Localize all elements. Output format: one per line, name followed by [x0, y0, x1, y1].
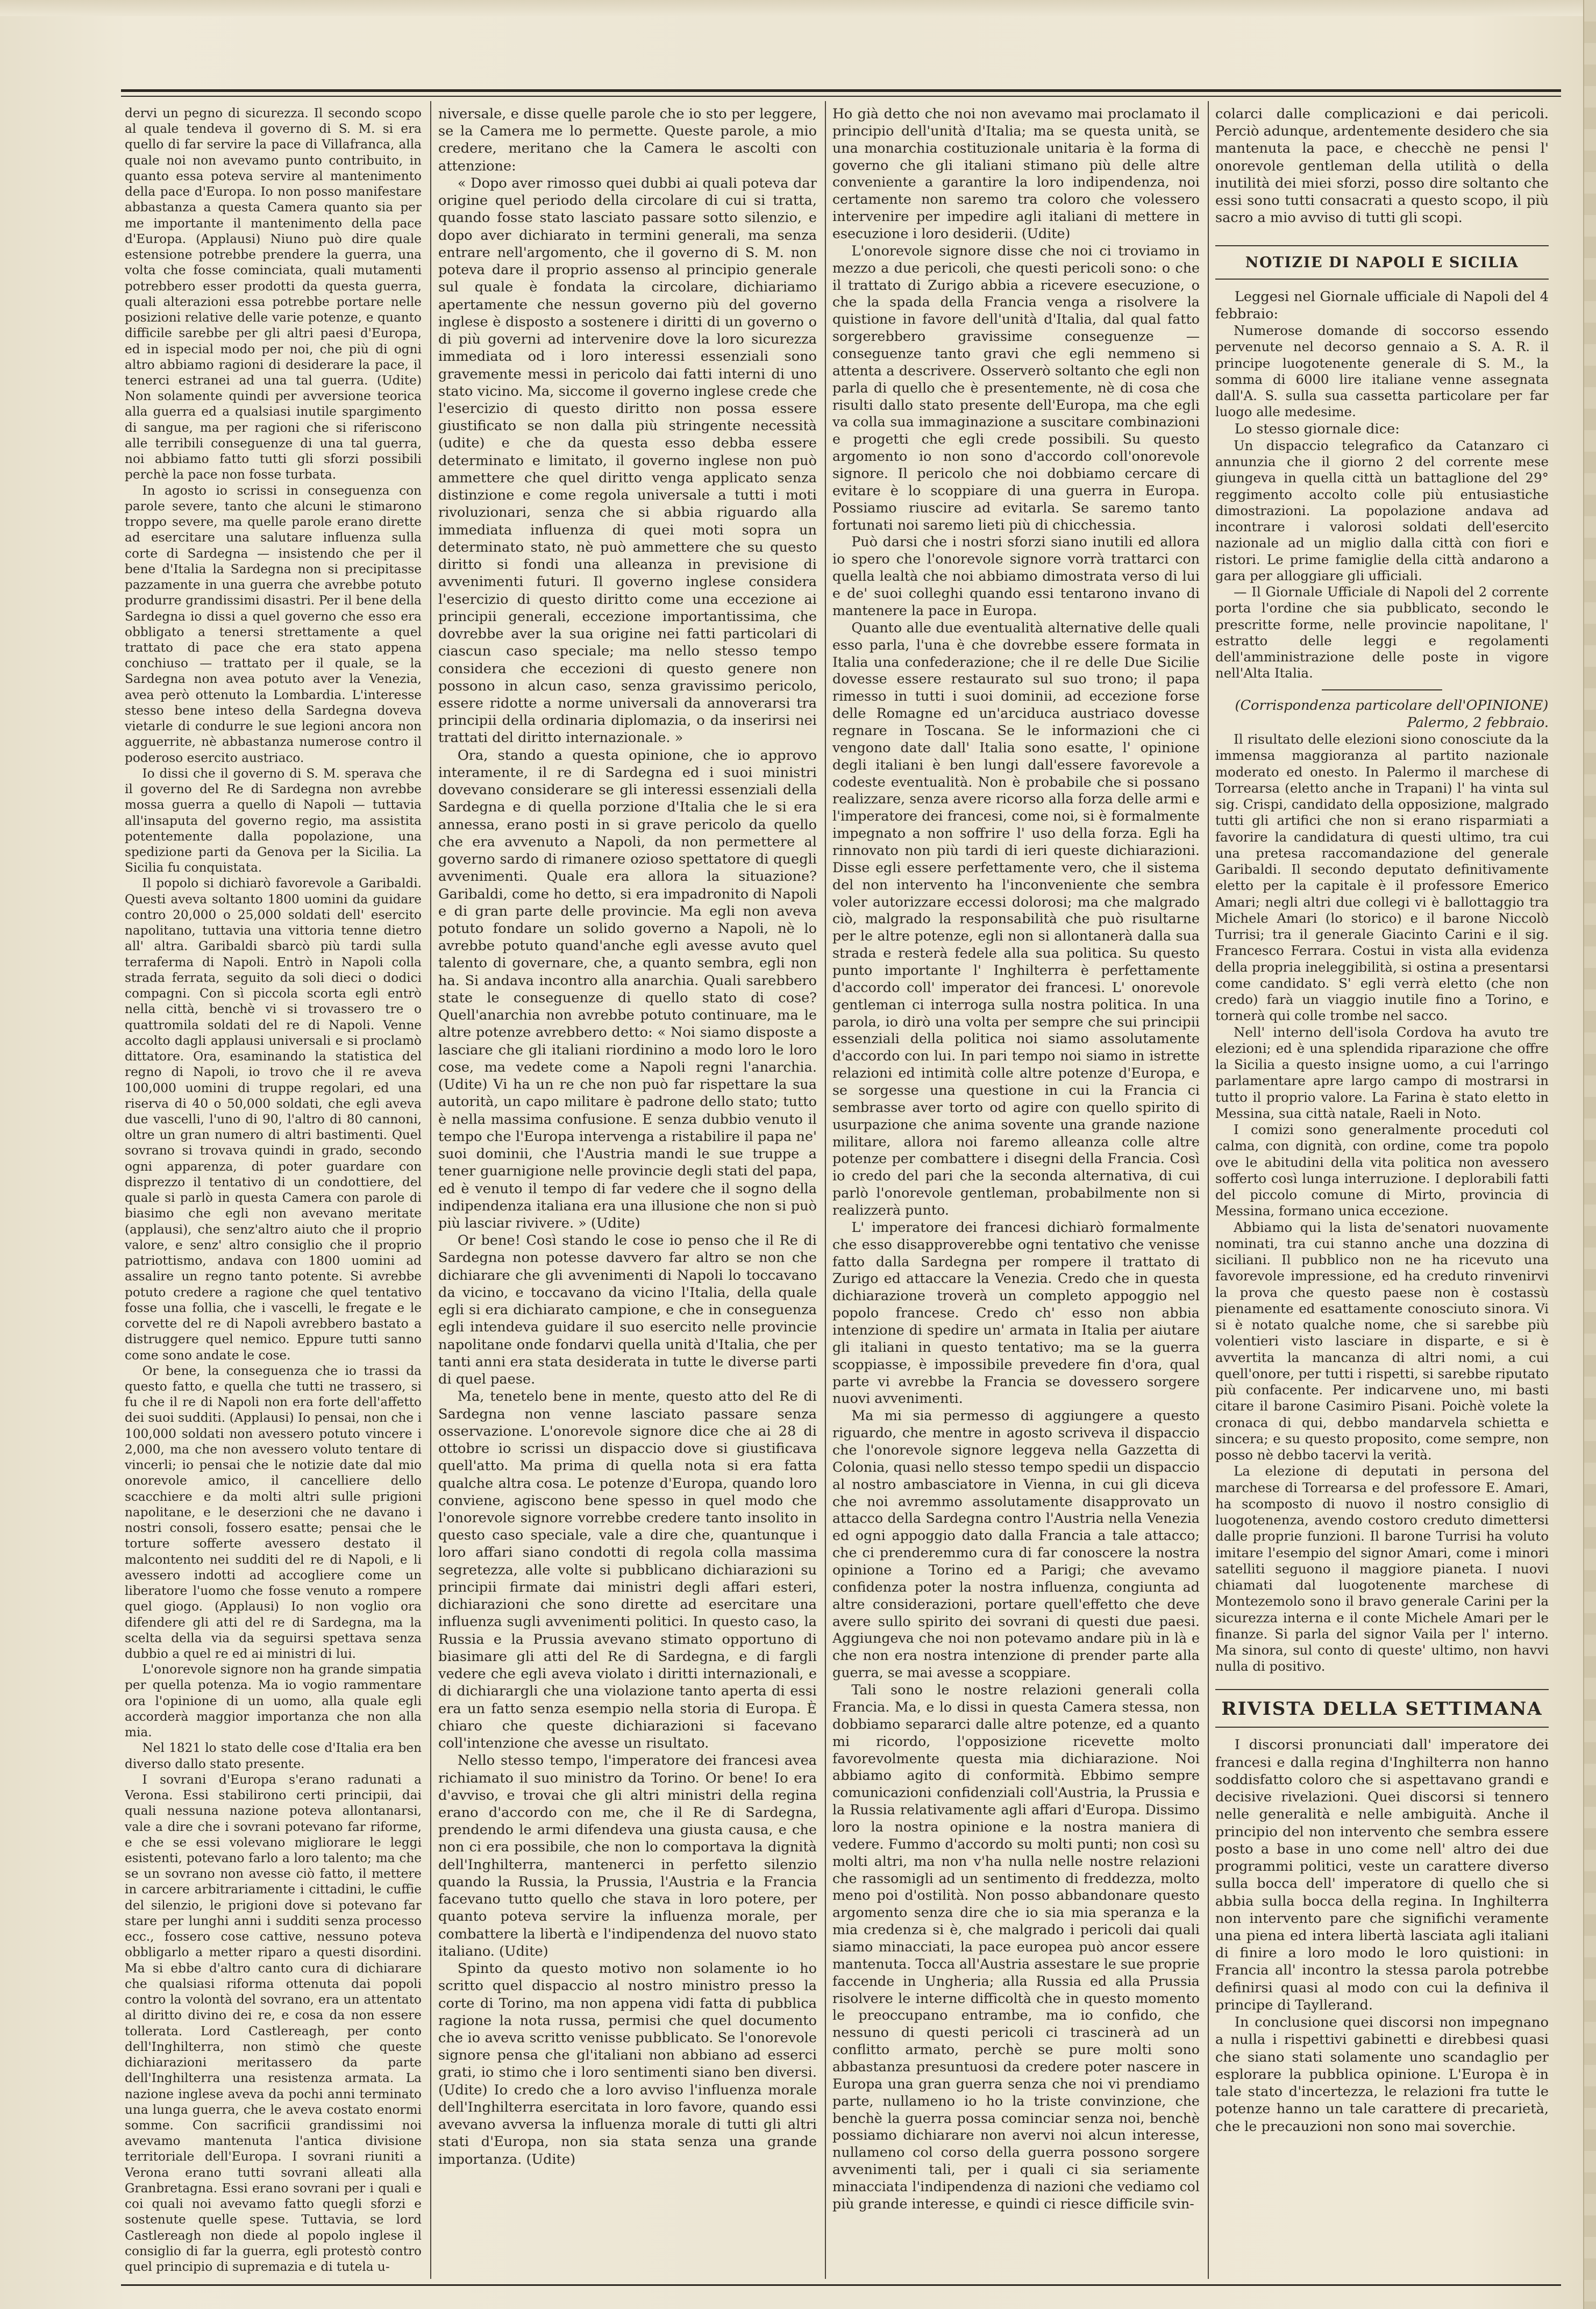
column-divider — [430, 101, 431, 2279]
column-divider — [825, 101, 826, 2279]
paragraph: Tali sono le nostre relazioni generali colla Francia. Ma, e lo dissi in questa Camera stessa, non dobbiamo separarci dalle altre potenze, ed a quanto mi ricordo, l'opposizione ricevette molto favorevolmente questa mia dichiarazione. Noi abbiamo agito di conformità. Ebbimo sempre comunicazioni confidenziali coll'Austria, la Prussia e la Russia relativamente agli affari d'Europa. Dissimo loro la nostra opinione e la nostra maniera di vedere. Fummo d'accordo su molti punti; non così su molti altri, ma non v'ha nulla nelle nostre relazioni che rassomigli ad un sentimento di freddezza, molto meno poi d'ostilità. Non posso abbandonare questo argomento senza dire che io sia mia speranza e la mia credenza si è, che malgrado i pericoli dai quali siamo minacciati, la pace europea può ancor essere mantenuta. Tocca all'Austria assestare le sue proprie faccende in Ungheria; alla Russia ed alla Prussia risolvere le interne difficoltà che in questo momento le preoccupano entrambe, ma io confido, che nessuno di questi pericoli ci trascinerà ad un conflitto armato, perchè se pure molti sono abbastanza presuntuosi da credere poter nascere in Europa una gran guerra senza che noi vi prendiamo parte, nullameno io ho la triste convinzione, che benchè la guerra possa cominciar senza noi, benchè possiamo dichiarare non avervi noi alcun interesse, nullameno col corso della guerra possono sorgere avvenimenti tali, per i quali ci sia seriamente minacciata l'indipendenza di nazioni che vediamo col più grande interesse, e quindi ci riesce difficile svin- — [832, 1682, 1200, 2212]
bottom-rule — [121, 2284, 1561, 2286]
paragraph: Numerose domande di soccorso essendo pervenute nel decorso gennaio a S. A. R. il principe luogotenente generale di S. M., la somma di 6000 lire italiane venne assegnata dall'A. S. sulla sua cassetta particolare per far luogo alle medesime. — [1215, 323, 1549, 420]
paragraph: — Il Giornale Ufficiale di Napoli del 2 corrente porta l'ordine che sia pubblicato, secondo le prescritte forme, nelle provincie napolitane, l' estratto delle leggi e regolamenti dell'amministrazione delle poste in vigore nell'Alta Italia. — [1215, 584, 1549, 681]
paragraph: L'onorevole signore non ha grande simpatia per quella potenza. Ma io vogio rammentare ora l'opinione di un uomo, alla quale egli accorderà maggior importanza che non alla mia. — [125, 1662, 422, 1740]
paragraph: Un dispaccio telegrafico da Catanzaro ci annunzia che il giorno 2 del corrente mese giungeva in quella città un battaglione del 29° reggimento accolto colle più entusiastiche dimostrazioni. La popolazione andava ad incontrare i valorosi soldati dell'esercito nazionale ad un miglio dalla città con fiori e ristori. Le prime famiglie della città andarono a gara per alloggiare gli ufficiali. — [1215, 437, 1549, 583]
column-3 — [832, 105, 1200, 2278]
paragraph: I comizi sono generalmente proceduti col calma, con dignità, con ordine, come tra popolo ove le abitudini della vita politica non avessero sofferto così lunga interruzione. I deplorabili fatti del piccolo comune di Mirto, provincia di Messina, formano unica eccezione. — [1215, 1122, 1549, 1219]
paragraph: dervi un pegno di sicurezza. Il secondo scopo al quale tendeva il governo di S. M. si era quello di far servire la pace di Villafranca, alla quale noi non avevamo punto contribuito, in quanto essa poteva servire al mantenimento della pace d'Europa. Io non posso manifestare abbastanza a questa Camera quanto sia per me importante il mantenimento della pace d'Europa. (Applausi) Niuno può dire quale estensione potrebbe prendere la guerra, una volta che fosse cominciata, quali mutamenti potrebbero esser prodotti da questa guerra, quali alterazioni essa potrebbe portare nelle posizioni relative delle varie potenze, e quanto difficile sarebbe per gli altri paesi d'Europa, ed in ispecial modo per noi, che più di ogni altro abbiamo ragioni di desiderare la pace, il tenerci estranei ad una tal guerra. (Udite) Non solamente quindi per avversione teorica alla guerra ed a qualsiasi inutile spargimento di sangue, ma per ragioni che si riferiscono alle terribili conseguenze di una tal guerra, noi abbiamo fatto tutti gli sforzi possibili perchè la pace non fosse turbata. — [125, 106, 422, 482]
dateline: Palermo, 2 febbraio. — [1407, 714, 1549, 731]
paragraph: Nell' interno dell'isola Cordova ha avuto tre elezioni; ed è una splendida riparazione che offre la Sicilia a questo insigne uomo, a cui l'arringo parlamentare apre largo campo di mostrarsi in tutto il proprio valore. La Farina è stato eletto in Messina, sua città natale, Raeli in Noto. — [1215, 1024, 1549, 1121]
column-2 — [438, 105, 817, 2278]
paragraph: In conclusione quei discorsi non impegnano a nulla i rispettivi gabinetti e direbbesi quasi che siano stati solamente uno scandaglio per esplorare la pubblica opinione. L'Europa è in tale stato d'incertezza, le relazioni fra tutte le potenze hanno un tale carattere di precarietà, che le precauzioni non sono mai soverchie. — [1215, 2014, 1549, 2135]
paragraph: L'onorevole signore disse che noi ci troviamo in mezzo a due pericoli, che questi pericoli sono: o che il trattato di Zurigo abbia a ricevere esecuzione, o che la spada della Francia venga a risolvere la quistione in favore dell'unità d'Italia, dal qual fatto sorgerebbero gravissime conseguenze — conseguenze tanto gravi che egli nemmeno si attenta a descrivere. Osserverò soltanto che egli non parla di quello che è presentemente, nè di cosa che risulti dallo stato presente dell'Europa, ma che egli va colla sua immaginazione a suscitare combinazioni e progetti che egli crede possibili. Su questo argomento io non sono d'accordo coll'onorevole signore. Il pericolo che noi dobbiamo cercare di evitare è lo scoppiare di una guerra in Europa. Possiamo riuscire ad evitarla. Se saremo tanto fortunati noi saremo lieti più di chicchessia. — [832, 243, 1200, 533]
top-rule-thin — [121, 96, 1561, 97]
paragraph: Il popolo si dichiarò favorevole a Garibaldi. Questi aveva soltanto 1800 uomini da guidare contro 20,000 o 25,000 soldati dell' esercito napolitano, tuttavia una vittoria tenne dietro all' altra. Garibaldi sbarcò più tardi sulla terraferma di Napoli. Entrò in Napoli colla strada ferrata, seguito da soli dieci o dodici compagni. Con sì piccola scorta egli entrò nella città, benchè vi si trovassero tre o quattromila soldati del re di Napoli. Venne accolto dagli applausi universali e si proclamò dittatore. Ora, esaminando la statistica del regno di Napoli, io trovo che il re aveva 100,000 uomini di truppe regolari, ed una riserva di 40 o 50,000 soldati, che egli aveva due vascelli, l'uno di 90, l'altro di 80 cannoni, oltre un gran numero di altri bastimenti. Quel sovrano si trovava quindi in grado, secondo ogni apparenza, di poter guardare con disprezzo il tentativo di un condottiere, del quale si parlò in questa Camera con parole di biasimo che egli non avevano meritate (applausi), che senz'altro aiuto che il proprio valore, e senz' altro consiglio che il proprio patriottismo, andava con 1800 uomini ad assalire un regno tanto potente. Si avrebbe potuto credere a ragione che quel tentativo fosse una follia, che i vascelli, le fregate e le corvette del re di Napoli avrebbero bastato a distruggere quel nemico. Eppure tutti sanno come sono andate le cose. — [125, 876, 422, 1363]
paragraph: Leggesi nel Giornale ufficiale di Napoli del 4 febbraio: — [1215, 288, 1549, 322]
paragraph: Or bene, la conseguenza che io trassi da questo fatto, e quella che tutti ne trassero, si fu che il re di Napoli non era forte dell'affetto dei suoi sudditi. (Applausi) Io pensai, non che i 100,000 soldati non avessero potuto vincere i 2,000, ma che non avessero voluto tentare di vincerli; io pensai che le notizie date dal mio onorevole amico, il cancelliere dello scacchiere e da molti altri sulle prigioni napolitane, e le deserzioni che ne davano i nostri consoli, fossero esatte; pensai che le torture sofferte avessero destato il malcontento nei sudditi del re di Napoli, e li avessero indotti ad accogliere come un liberatore l'uomo che fosse venuto a rompere quel giogo. (Applausi) Io non voglio ora difendere gli atti del re di Sardegna, ma la scelta della via da seguirsi spettava senza dubbio a quel re ed ai ministri di lui. — [125, 1363, 422, 1661]
paragraph: Abbiamo qui la lista de'senatori nuovamente nominati, tra cui stanno anche una dozzina di siciliani. Il pubblico non ne ha ricevuto una favorevole impressione, ed ha creduto rinvenirvi la prova che questo paese non è costassù pienamente ed esattamente conosciuto sinora. Vi si è notato qualche nome, che si sarebbe più volentieri visto lasciare in disparte, e si è avvertita la mancanza di altri nomi, a cui quell'onore, per tutti i rispetti, si sarebbe riputato più confacente. Per indicarvene uno, mi basti citare il barone Casimiro Pisani. Poichè volete la cronaca di qui, debbo mandarvela schietta e sincera; e su questo proposito, come sempre, non posso nè debbo tacervi la verità. — [1215, 1219, 1549, 1463]
paragraph: L' imperatore dei francesi dichiarò formalmente che esso disapproverebbe ogni tentativo che venisse fatto dalla Sardegna per rompere il trattato di Zurigo ed attaccare la Venezia. Credo che in questa dichiarazione troverà un completo appoggio nel popolo francese. Credo ch' esso non abbia intenzione di spedire un' armata in Italia per aiutare gli italiani in questo tentativo; ma se la guerra scoppiasse, è impossibile prevedere fin d'ora, qual parte vi avrebbe la Francia se dovessero sorgere nuovi avvenimenti. — [832, 1219, 1200, 1407]
paragraph: Ora, stando a questa opinione, che io approvo interamente, il re di Sardegna ed i suoi ministri dovevano considerare se gli interessi essenziali della Sardegna e di quella porzione d'Italia che le si era annessa, erano posti in si grave pericolo da quello che era avvenuto a Napoli, da non permettere al governo sardo di rimanere ozioso spettatore di quegli avvenimenti. Quale era allora la situazione? Garibaldi, come ho detto, si era impadronito di Napoli e di gran parte delle provincie. Ma egli non aveva potuto fondare un solido governo a Napoli, nè lo avrebbe potuto quand'anche egli avesse avuto quel talento di governare, che, a quanto sembra, egli non ha. Si andava incontro alla anarchia. Quali sarebbero state le conseguenze di quello stato di cose? Quell'anarchia non avrebbe potuto continuare, ma le altre potenze avrebbero detto: « Noi siamo disposte a lasciare che gli italiani riordinino a modo loro le loro cose, ma vedete come a Napoli regni l'anarchia. (Udite) Vi ha un re che non può far rispettare la sua autorità, un capo militare è padrone dello stato; tutto è nella massima confusione. E senza dubbio venuto il tempo che l'Europa intervenga a ristabilire il papa ne' suoi dominii, che l'Austria mandi le sue truppe a tener guarnigione nelle provincie degli stati del papa, ed è venuto il tempo di far vedere che il sogno della indipendenza italiana era una illusione che non si può più lasciar rivivere. » (Udite) — [438, 747, 817, 1231]
paragraph: Io dissi che il governo di S. M. sperava che il governo del Re di Sardegna non avrebbe mossa guerra a quello di Napoli — tuttavia all'insaputa del governo regio, ma assistita potentemente dalla popolazione, una spedizione parti da Genova per la Sicilia. La Sicilia fu conquistata. — [125, 766, 422, 875]
article-continuation: colarci dalle complicazioni e dai pericoli. Perciò adunque, ardentemente desidero che sia mantenuta la pace, e checchè ne pensi l' onorevole gentleman della utilità o della inutilità dei miei sforzi, posso dire soltanto che essi sono tutti consacrati a questo scopo, il più sacro a mio avviso di tutti gli scopi. — [1215, 106, 1549, 226]
section-heading-box — [1215, 245, 1549, 280]
paragraph: I discorsi pronunciati dall' imperatore dei francesi e dalla regina d'Inghilterra non hanno soddisfatto coloro che si aspettavano grandi e decisive rivelazioni. Quei discorsi si tennero nelle generalità e nelle ambiguità. Anche il principio del non intervento che sembra essere posto a base in uno come nell' altro dei due programmi politici, veste un carattere diverso sulla bocca dell' imperatore di quello che si abbia sulla bocca della regina. In Inghilterra non intervento pare che significhi veramente una piena ed intera libertà lasciata agli italiani di finire a loro modo le loro quistioni: in Francia all' incontro la stessa parola potrebbe definirsi quasi al modo con cui la definiva il principe di Tayllerand. — [1215, 1737, 1549, 2013]
paper-top-edge — [0, 0, 1596, 16]
paragraph: La elezione di deputati in persona del marchese di Torrearsa e del professore E. Amari, ha scomposto di nuovo il nostro consiglio di luogotenenza, avendo costoro creduto dimettersi dalle proprie funzioni. Il barone Turrisi ha voluto imitare l'esempio del signor Amari, come i minori satelliti seguono il maggiore pianeta. I nuovi chiamati dal luogotenente marchese di Montezemolo sono il bravo generale Carini per la sicurezza interna e il conte Michele Amari per le finanze. Si parla del signor Vaila per l' interno. Ma sinora, sul conto di queste' ultimo, non havvi nulla di positivo. — [1215, 1463, 1549, 1674]
paragraph: Ho già detto che noi non avevamo mai proclamato il principio dell'unità d'Italia; ma se questa unità, se una monarchia costituzionale unitaria è la forma di governo che gli italiani stimano più delle altre conveniente a garantire la loro indipendenza, noi certamente non saremo tra coloro che volessero intervenire per impedire agli italiani di mettere in esecuzione i loro desiderii. (Udite) — [832, 106, 1200, 242]
paragraph: niversale, e disse quelle parole che io sto per leggere, se la Camera me lo permette. Queste parole, a mio credere, meritano che la Camera le ascolti con attenzione: — [438, 106, 817, 174]
paragraph: Spinto da questo motivo non solamente io ho scritto quel dispaccio al nostro ministro presso la corte di Torino, ma non appena vidi fatta di pubblica ragione la nota russa, permisi che quel documento che io aveva scritto venisse pubblicato. Se l'onorevole signore pensa che gl'italiani non abbiano ad esserci grati, io stimo che i loro sentimenti siano ben diversi. (Udite) Io credo che a loro avviso l'influenza morale dell'Inghilterra esercitata in loro favore, quando essi avevano avversa la influenza morale di tutti gli altri stati d'Europa, non sia stata senza una grande importanza. (Udite) — [438, 1961, 817, 2168]
paragraph: I sovrani d'Europa s'erano radunati a Verona. Essi stabilirono certi principii, dai quali nessuna nazione poteva allontanarsi, vale a dire che i sovrani potevano far riforme, e che se essi volevano migliorare le leggi esistenti, potevano farlo a loro talento; ma che se un sovrano non avesse ciò fatto, il mettere in carcere arbitrariamente i cittadini, le cuffie del silenzio, le prigioni dove si potevano far stare per lunghi anni i sudditi senza processo ecc., fossero cose cattive, nessuno poteva obbligarlo a metter riparo a questi disordini. Ma si ebbe d'altro canto cura di dichiarare che qualsiasi riforma ottenuta dai popoli contro la volontà del sovrano, era un attentato al diritto divino dei re, e cosa da non essere tollerata. Lord Castlereagh, per conto dell'Inghilterra, non stimò che queste dichiarazioni meritassero da parte dell'Inghilterra una resistenza armata. La nazione inglese aveva da pochi anni terminato una lunga guerra, che le aveva costato enormi somme. Con sacrificii grandissimi noi avevamo mantenuta l'antica divisione territoriale dell'Europa. I sovrani riuniti a Verona erano tutti sovrani alleati alla Granbretagna. Essi erano sovrani per i quali e coi quali noi avevamo fatto quegli sforzi e sostenute quelle spese. Tuttavia, se lord Castlereagh non diede al popolo inglese il consiglio di far la guerra, egli protestò contro quel principio di supremazia e di tutela u- — [125, 1772, 422, 2275]
paper-right-edge — [1583, 0, 1596, 2309]
paragraph: Ma mi sia permesso di aggiungere a questo riguardo, che mentre in agosto scriveva il dispaccio che l'onorevole signore leggeva nella Gazzetta di Colonia, quasi nello stesso tempo spedii un dispaccio al nostro ambasciatore in Vienna, in cui gli diceva che noi avremmo assolutamente disapprovato un attacco della Sardegna contro l'Austria nella Venezia ed ogni appoggio dato dalla Francia a tale attacco; che ci prenderemmo cura di far conoscere la nostra opinione a Torino ed a Parigi; che avevamo confidenza poter la nostra influenza, congiunta ad altre considerazioni, portare quell'effetto che deve avere sullo spirito dei sovrani di questi due paesi. Aggiungeva che noi non potevamo andare più in là e che non era nostra intenzione di prender parte alla guerra, se mai avesse a scoppiare. — [832, 1408, 1200, 1681]
paragraph: Lo stesso giornale dice: — [1234, 421, 1400, 437]
top-rule — [121, 89, 1561, 92]
column-4 — [1215, 105, 1549, 2278]
paragraph: In agosto io scrissi in conseguenza con parole severe, tanto che alcuni le stimarono troppo severe, ma quelle parole erano dirette ad esercitare una salutare influenza sulla corte di Sardegna — insistendo che per il bene d'Italia la Sardegna non si precipitasse pazzamente in una guerra che avrebbe potuto produrre grandissimi disastri. Per il bene della Sardegna io dissi a quel governo che esso era obbligato a tenersi strettamente a quel trattato di pace che era stato appena conchiuso — trattato per il quale, se la Sardegna non avea potuto aver la Venezia, avea però ottenuto la Lombardia. L'interesse stesso bene inteso della Sardegna doveva vietarle di condurre le sue legioni ancora non agguerrite, nè abbastanza numerose contro il poderoso esercito austriaco. — [125, 483, 422, 765]
paragraph: Ma, tenetelo bene in mente, questo atto del Re di Sardegna non venne lasciato passare senza osservazione. L'onorevole signore dice che ai 28 di ottobre io scrissi un dispaccio dove si giustificava quell'atto. Ma prima di quella nota si era fatta qualche altra cosa. Le potenze d'Europa, quando loro conviene, agiscono bene spesso in quel modo che l'onorevole signore vorrebbe credere tanto insolito in questo caso speciale, vale a dire che, quantunque i loro affari siano condotti di regola colla massima segretezza, alle volte si pubblicano dichiarazioni su principii firmate dai ministri degli affari esteri, dichiarazioni che sono dirette ad esercitare una influenza sugli avvenimenti politici. In questo caso, la Russia e la Prussia avevano stimato opportuno di biasimare gli atti del Re di Sardegna, e di fargli vedere che egli aveva violato i diritti internazionali, e di dichiarargli che una violazione tanto aperta di essi era un fatto senza esempio nella storia di Europa. È chiaro che queste dichiarazioni si facevano coll'intenzione che avesse un risultato. — [438, 1388, 817, 1752]
paragraph: « Dopo aver rimosso quei dubbi ai quali poteva dar origine quel periodo della circolare di cui si tratta, quando fosse stato lasciato passare sotto silenzio, e dopo aver dichiarato in termini generali, ma senza entrare nell'argomento, che il governo di S. M. non poteva dare il proprio assenso al principio generale sul quale è fondata la circolare, dichiariamo apertamente che nessun governo più del governo inglese è disposto a sostenere i diritti di un governo o di più governi ad intervenire dove la loro sicurezza immediata od i loro interessi essenziali sono gravemente messi in pericolo dai fatti interni di uno stato vicino. Ma, siccome il governo inglese crede che l'esercizio di questo diritto non possa essere giustificato se non dalla più stringente necessità (udite) e che da questa esso debba essere determinato e limitato, il governo inglese non può ammettere che quel diritto venga applicato senza distinzione e come regola universale a tutti i moti rivoluzionari, senza che si abbia riguardo alla immediata influenza di quei moti sopra un determinato stato, nè può ammettere che su questo diritto si fondi una alleanza in previsione di avvenimenti futuri. Il governo inglese considera l'esercizio di questo diritto come una eccezione ai principii generali, eccezione importantissima, che dovrebbe aver la sua origine nei fatti particolari di ciascun caso speciale; ma nello stesso tempo considera che eccezioni di questo genere non possono in alcun caso, senza gravissimo pericolo, essere ridotte a norme universali da annoverarsi tra principii della ordinaria diplomazia, o da inserirsi nei trattati del diritto internazionale. » — [438, 175, 817, 746]
paragraph: Il risultato delle elezioni siono conosciute da la immensa maggioranza al partito nazionale moderato ed onesto. In Palermo il marchese di Torrearsa (eletto anche in Trapani) l' ha vinta sul sig. Crispi, candidato della opposizione, malgrado tutti gli artifici che non si erano risparmiati a favorire la candidatura di questi ultimo, tra cui una pretesa raccomandazione del generale Garibaldi. Il secondo deputato definitivamente eletto per la capitale è il professore Emerico Amari; negli altri due collegi vi è ballottaggio tra Michele Amari (lo storico) e il barone Niccolò Turrisi; tra il generale Giacinto Carini e il sig. Francesco Ferrara. Costui in vista alla evidenza della propria ineleggibilità, si ostina a presentarsi come candidato. S' egli verrà eletto (che non credo) farà un viaggio inutile fino a Torino, e tornerà qui colle trombe nel sacco. — [1215, 731, 1549, 1024]
paragraph: Quanto alle due eventualità alternative delle quali esso parla, l'una è che dovrebbe essere formata in Italia una confederazione; che il re delle Due Sicilie dovesse essere restaurato sul suo trono; il papa rimesso in tutti i suoi dominii, ad eccezione forse delle Romagne ed un'arciduca austriaco dovesse regnare in Toscana. Se le informazioni che ci vengono date dall' Italia sono esatte, l' opinione degli italiani è ben lungi dall'essere favorevole a codeste eventualità. Non è probabile che si possano realizzare, senza avere ricorso alla forza delle armi e l'imperatore dei francesi, come noi, si è formalmente impegnato a non soffrire l' uso della forza. Egli ha rinnovato non più tardi di ieri queste dichiarazioni. Disse egli essere perfettamente vero, che il sistema del non intervento ha l'inconveniente che sembra voler autorizzare eccessi dolorosi; ma che malgrado ciò, malgrado la responsabilità che può risultarne per le altre potenze, egli non si allontanerà dalla sua strada e resterà fedele alla sua politica. Su questo punto importante l' Inghilterra è perfettamente d'accordo coll' imperator dei francesi. L' onorevole gentleman ci interroga sulla nostra politica. In una parola, io dirò una volta per sempre che sui principii essenziali della politica noi siamo assolutamente d'accordo con lui. In pari tempo noi siamo in istrette relazioni ed intimità colle altre potenze d'Europa, e se sorgesse una questione in cui la Francia ci sembrasse aver torto od agire con quello spirito di usurpazione che anima sovente una grande nazione militare, allora noi faremo alleanza colle altre potenze per combattere i disegni della Francia. Così io credo del pari che la seconda alternativa, di cui parlò l'onorevole gentleman, probabilmente non si realizzerà punto. — [832, 619, 1200, 1218]
separator — [1322, 689, 1442, 690]
correspondence-line: (Corrispondenza particolare dell'OPINIONE) — [1235, 697, 1549, 714]
section-title-rivista: RIVISTA DELLA SETTIMANA — [1221, 1698, 1543, 1720]
column-1 — [125, 105, 422, 2278]
column-divider — [1208, 101, 1209, 2279]
section-title-napoli-sicilia: NOTIZIE DI NAPOLI E SICILIA — [1245, 254, 1519, 271]
paragraph: Può darsi che i nostri sforzi siano inutili ed allora io spero che l'onorevole signore vorrà trattarci con quella lealtà che noi abbiamo dimostrata verso di lui e de' suoi colleghi quando essi tentarono invano di mantenere la pace in Europa. — [832, 534, 1200, 618]
paragraph: Nello stesso tempo, l'imperatore dei francesi avea richiamato il suo ministro da Torino. Or bene! Io era d'avviso, e trovai che gli altri ministri della regina erano d'accordo con me, che il Re di Sardegna, prendendo le armi difendeva una giusta causa, e che non ci era possibile, che non lo comportava la dignità dell'Inghilterra, mantenerci in perfetto silenzio quando la Russia, la Prussia, l'Austria e la Francia facevano tutto quello che stava in loro potere, per quanto poteva servire la influenza morale, per combattere la libertà e l'indipendenza del nuovo stato italiano. (Udite) — [438, 1752, 817, 1959]
paragraph: Nel 1821 lo stato delle cose d'Italia era ben diverso dallo stato presente. — [125, 1741, 422, 1771]
paragraph: Or bene! Così stando le cose io penso che il Re di Sardegna non potesse davvero far altro se non che dichiarare che gli avvenimenti di Napoli lo toccavano da vicino, e toccavano da vicino l'Italia, della quale egli si era dichiarato campione, e che in conseguenza egli intendeva guidare il suo esercito nelle provincie napolitane onde fondarvi quella unità d'Italia, che per tanti anni era stata desiderata in tutte le diverse parti di quel paese. — [438, 1232, 817, 1388]
section-heading-box — [1215, 1689, 1549, 1728]
